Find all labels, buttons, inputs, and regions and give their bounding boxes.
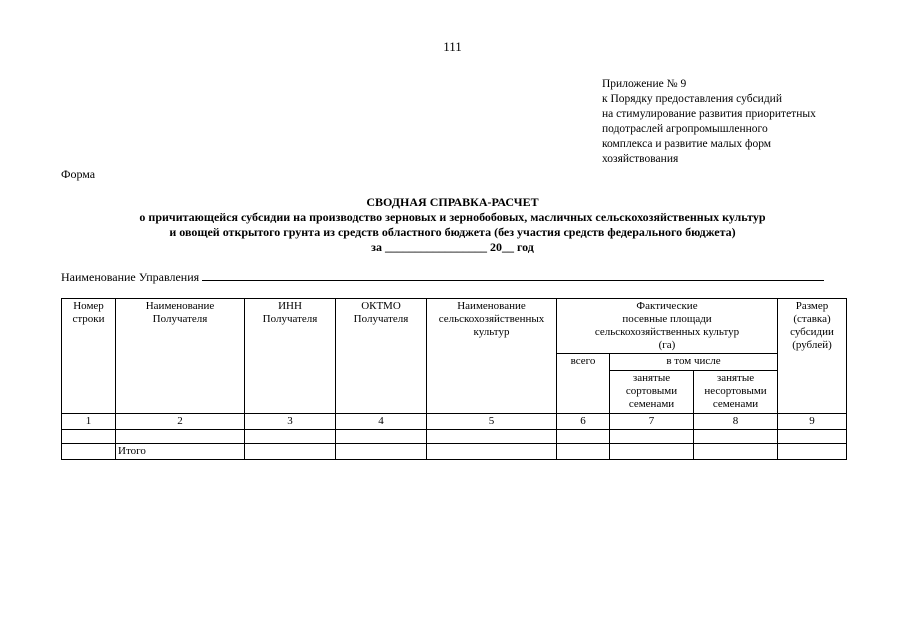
appendix-line: к Порядку предоставления субсидий <box>602 93 782 105</box>
header-sown-area-group: Фактические посевные площади сельскохозяйственных культур (га) <box>557 299 778 354</box>
header-varietal-seeds: занятые сортовыми семенами <box>610 371 694 414</box>
column-number: 6 <box>557 414 610 430</box>
page-number: 111 <box>443 39 462 54</box>
column-number: 3 <box>245 414 336 430</box>
empty-cell[interactable] <box>778 444 847 460</box>
total-row <box>62 444 847 460</box>
header-row-number: Номер строки <box>62 299 116 414</box>
appendix-note <box>602 77 897 167</box>
document-title <box>0 195 905 255</box>
total-label: Итого <box>116 444 245 460</box>
column-number: 8 <box>694 414 778 430</box>
empty-cell[interactable] <box>62 430 116 444</box>
title-line: СВОДНАЯ СПРАВКА-РАСЧЕТ <box>366 195 539 209</box>
empty-cell[interactable] <box>245 444 336 460</box>
appendix-line: Приложение № 9 <box>602 78 687 90</box>
header-oktmo: ОКТМО Получателя <box>336 299 427 414</box>
empty-cell[interactable] <box>427 430 557 444</box>
table-row <box>62 430 847 444</box>
header-row <box>62 299 847 354</box>
empty-cell[interactable] <box>557 444 610 460</box>
column-number: 1 <box>62 414 116 430</box>
appendix-line: на стимулирование развития приоритетных <box>602 108 816 120</box>
empty-cell[interactable] <box>557 430 610 444</box>
empty-cell[interactable] <box>336 444 427 460</box>
empty-cell[interactable] <box>245 430 336 444</box>
management-label: Наименование Управления <box>61 270 200 284</box>
column-number-row <box>62 414 847 430</box>
summary-table <box>61 298 847 460</box>
form-label: Форма <box>61 167 96 181</box>
column-number: 4 <box>336 414 427 430</box>
header-recipient-name: Наименование Получателя <box>116 299 245 414</box>
column-number: 5 <box>427 414 557 430</box>
header-nonvarietal-seeds: занятые несортовыми семенами <box>694 371 778 414</box>
header-subsidy-rate: Размер (ставка) субсидии (рублей) <box>778 299 847 414</box>
empty-cell[interactable] <box>694 444 778 460</box>
header-crop-name: Наименование сельскохозяйственных культур <box>427 299 557 414</box>
management-fill-line[interactable] <box>202 269 824 281</box>
empty-cell[interactable] <box>778 430 847 444</box>
empty-cell[interactable] <box>610 430 694 444</box>
appendix-line: подотраслей агропромышленного <box>602 123 768 135</box>
column-number: 7 <box>610 414 694 430</box>
empty-cell[interactable] <box>610 444 694 460</box>
column-number: 2 <box>116 414 245 430</box>
management-field <box>61 269 824 285</box>
header-including: в том числе <box>610 354 778 371</box>
header-inn: ИНН Получателя <box>245 299 336 414</box>
appendix-line: комплекса и развитие малых форм <box>602 138 772 150</box>
empty-cell[interactable] <box>62 444 116 460</box>
empty-cell[interactable] <box>694 430 778 444</box>
title-line: за _________________ 20__ год <box>371 240 534 254</box>
header-area-total: всего <box>557 354 610 414</box>
empty-cell[interactable] <box>427 444 557 460</box>
title-line: и овощей открытого грунта из средств областного бюджета (без участия средств федерального бюджета) <box>169 225 736 239</box>
appendix-line: хозяйствования <box>602 153 679 165</box>
empty-cell[interactable] <box>336 430 427 444</box>
empty-cell[interactable] <box>116 430 245 444</box>
column-number: 9 <box>778 414 847 430</box>
title-line: о причитающейся субсидии на производство зерновых и зернобобовых, масличных сельскохозяйственных культур <box>139 210 766 224</box>
